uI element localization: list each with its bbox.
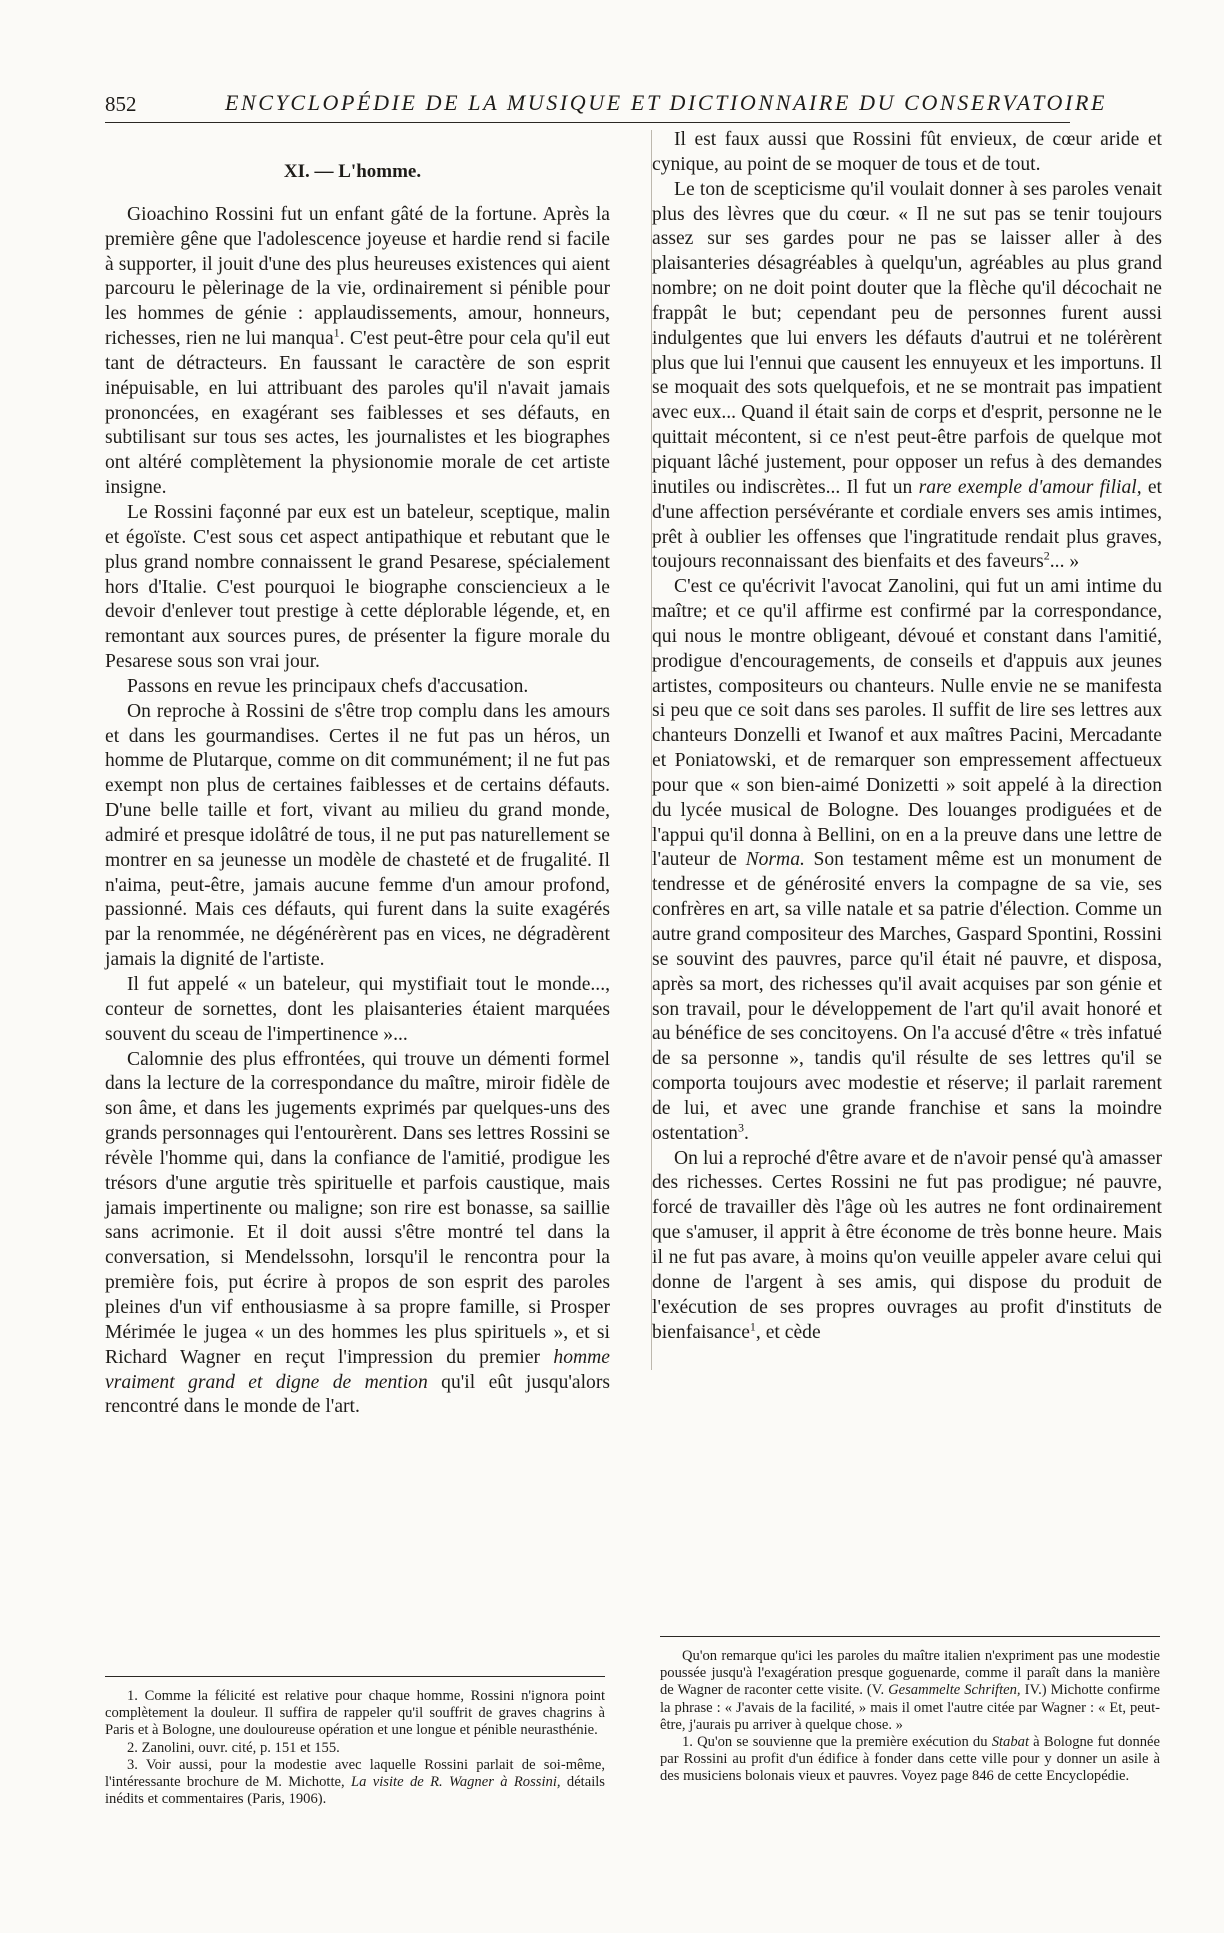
- paragraph: Il est faux aussi que Rossini fût envieux, de cœur aride et cynique, au point de se moquer de tous et de tout.: [652, 129, 1162, 175]
- footnote-rule: [660, 1636, 1160, 1637]
- footnote-rule: [105, 1676, 605, 1677]
- paragraph: Gioachino Rossini fut un enfant gâté de la fortune. Après la première gêne que l'adolescence joyeuse et hardie rend si facile à supporter, il jouit d'une des plus heureuses existences qui aient parcouru le pèlerinage de la vie, ordinairement si pénible pour les hommes de génie : applaudissements, amour, honneurs, richesses, rien ne lui manqua$^1$. C'est peut-être pour cela qu'il eut tant de détracteurs. En faussant le caractère de son esprit inépuisable, en lui attribuant des paroles qu'il n'avait jamais prononcées, en exagérant ses faiblesses et ses défauts, en subtilisant sur tous ses actes, les journalistes et les biographes ont altéré complètement la physionomie morale de cet artiste insigne.: [105, 203, 610, 499]
- left-column: [105, 128, 610, 1420]
- footnote: 3. Voir aussi, pour la modestie avec laquelle Rossini parlait de soi-même, l'intéressante brochure de M. Michotte, La visite de R. Wagner à Rossini, détails inédits et commentaires (Paris, 1906).: [105, 1756, 605, 1808]
- footnote-ref[interactable]: 1: [749, 1318, 756, 1333]
- paragraph: Le ton de scepticisme qu'il voulait donner à ses paroles venait plus des lèvres que du cœur. « Il ne sut pas se tenir toujours assez sur ses gardes pour ne pas se laisser aller à des plaisanteries désagréables à quelqu'un, agréables au plus grand nombre; on ne doit point douter que la flèche qu'il décochait ne frappât le but; cependant peu de personnes furent aussi indulgentes que lui envers les défauts d'autrui et ne tolérèrent plus que lui l'ennui que causent les ennuyeux et les importuns. Il se moquait des sots quelquefois, et ne se montrait pas impatient avec eux... Quand il était sain de corps et d'esprit, personne ne le quittait mécontent, si ce n'est peut-être parfois de quelque mot piquant lâché justement, pour opposer un refus à des demandes inutiles ou indiscrètes... Il fut un rare exemple d'amour filial, et d'une affection persévérante et cordiale envers ses amis intimes, prêt à oublier les offenses que l'ingratitude rendait plus graves, toujours reconnaissant des bienfaits et des faveurs$^2$... »: [652, 178, 1162, 573]
- footnote: Qu'on remarque qu'ici les paroles du maître italien n'expriment pas une modestie poussée jusqu'à l'exagération presque goguenarde, comme il paraît dans la manière de Wagner de raconter cette visite. (V. Gesammelte Schriften, IV.) Michotte confirme la phrase : « J'avais de la facilité, » mais il omet l'autre citée par Wagner : « Et, peut-être, j'aurais pu arriver à quelque chose. »: [660, 1648, 1160, 1733]
- footnote-ref[interactable]: 1: [333, 325, 340, 340]
- footnote: 2. Zanolini, ouvr. cité, p. 151 et 155.: [127, 1739, 340, 1756]
- footnote-ref[interactable]: 2: [1043, 548, 1050, 563]
- paragraph: On lui a reproché d'être avare et de n'avoir pensé qu'à amasser des richesses. Certes Rossini ne fut pas prodigue; né pauvre, forcé de travailler dès l'âge où les autres ne font ordinairement que s'amuser, il apprit à être économe de très bonne heure. Mais il ne fut pas avare, à moins qu'on veuille appeler avare celui qui donne de l'argent à ses amis, qui dispose du produit de l'exécution de ses propres ouvrages au profit d'instituts de bienfaisance$^1$, et cède: [652, 1147, 1162, 1343]
- paragraph: Le Rossini façonné par eux est un bateleur, sceptique, malin et égoïste. C'est sous cet aspect antipathique et rebutant que le plus grand nombre connaissent le grand Pesarese, spécialement hors d'Italie. C'est pourquoi le biographe consciencieux a le devoir d'enlever tout prestige à cette déplorable légende, et, en remontant aux sources pures, de présenter la figure morale du Pesarese sous son vrai jour.: [105, 501, 610, 673]
- paragraph: C'est ce qu'écrivit l'avocat Zanolini, qui fut un ami intime du maître; et ce qu'il affirme est confirmé par la correspondance, qui nous le montre obligeant, dévoué et constant dans l'amitié, prodigue d'encouragements, de conseils et d'appuis aux jeunes artistes, compositeurs ou chanteurs. Nulle envie ne se manifesta si peu que ce soit dans ses paroles. Il suffit de lire ses lettres aux chanteurs Donzelli et Iwanof et aux maîtres Pacini, Mercadante et Poniatowski, et de remarquer son empressement affectueux pour que « son bien-aimé Donizetti » soit appelé à la direction du lycée musical de Bologne. Des louanges prodiguées et de l'appui qu'il donna à Bellini, on en a la preuve dans une lettre de l'auteur de Norma. Son testament même est un monument de tendresse et de générosité envers la compagne de sa vie, ses confrères en art, sa ville natale et sa patrie d'élection. Comme un autre grand compositeur des Marches, Gaspard Spontini, Rossini se souvint des pauvres, parce qu'il était né pauvre, et disposa, après sa mort, des richesses qu'il avait acquises par son génie et son travail, pour le développement de l'art qu'il avait honoré et au bénéfice de ses concitoyens. On l'a accusé d'être « très infatué de sa personne », tandis qu'il résulte de ses lettres qu'il se comporta toujours avec modestie et réserve; il parlait rarement de lui, et avec une grande franchise et sans la moindre ostentation$^3$.: [652, 576, 1162, 1144]
- footnote-ref[interactable]: 3: [737, 1120, 744, 1135]
- page-number: 852: [105, 92, 137, 116]
- section-title: XI. — L'homme.: [283, 161, 422, 182]
- paragraph: On reproche à Rossini de s'être trop complu dans les amours et dans les gourmandises. Certes il ne fut pas un héros, un homme de Plutarque, comme on dit communément; il ne fut pas exempt non plus de certaines faiblesses et de certains défauts. D'une belle taille et fort, vivant au milieu du grand monde, admiré et presque idolâtré de tous, il ne put pas naturellement se montrer en sa jeunesse un modèle de chasteté et de frugalité. Il n'aima, peut-être, jamais aucune femme d'un amour profond, passionné. Mais ces défauts, qui furent dans la suite exagérés par la renommée, ne dégénérèrent pas en vices, ne dégradèrent jamais la dignité de l'artiste.: [105, 700, 610, 971]
- footnotes-left: [105, 1688, 605, 1808]
- footnotes-right: [660, 1648, 1160, 1786]
- running-title: ENCYCLOPÉDIE DE LA MUSIQUE ET DICTIONNAIRE DU CONSERVATOIRE: [225, 90, 1108, 115]
- paragraph: Calomnie des plus effrontées, qui trouve un démenti formel dans la lecture de la correspondance du maître, miroir fidèle de son âme, et dans les jugements exprimés par quelques-uns des grands personnages qui l'entourèrent. Dans ses lettres Rossini se révèle l'homme qui, dans la confiance de l'amitié, prodigue les trésors d'une argutie très spirituelle et parfois caustique, mais jamais impertinente ou maligne; son rire est bonasse, sa saillie sans acrimonie. Et il doit aussi s'être montré tel dans la conversation, si Mendelssohn, lorsqu'il le rencontra pour la première fois, put écrire à propos de son esprit des paroles pleines d'un vif enthousiasme à sa propre famille, si Prosper Mérimée le jugea « un des hommes les plus spirituels », et si Richard Wagner en reçut l'impression du premier homme vraiment grand et digne de mention qu'il eût jusqu'alors rencontré dans le monde de l'art.: [105, 1048, 610, 1418]
- running-header: [105, 88, 1108, 123]
- paragraph: Il fut appelé « un bateleur, qui mystifiait tout le monde..., conteur de sornettes, dont les plaisanteries étaient marquées souvent du sceau de l'impertinence »...: [105, 974, 610, 1045]
- footnote: 1. Qu'on se souvienne que la première exécution du Stabat à Bologne fut donnée par Rossini au profit d'un édifice à fonder dans cette ville pour y donner un asile à des musiciens bolonais vieux et pauvres. Voyez page 846 de cette Encyclopédie.: [660, 1734, 1160, 1785]
- footnote: 1. Comme la félicité est relative pour chaque homme, Rossini n'ignora point complètement la douleur. Il suffira de rappeler qu'il souffrit de graves chagrins à Paris et à Bologne, une douloureuse opération et une longue et pénible neurasthénie.: [105, 1688, 605, 1739]
- paragraph: Passons en revue les principaux chefs d'accusation.: [127, 675, 529, 697]
- right-column: [652, 128, 1162, 1345]
